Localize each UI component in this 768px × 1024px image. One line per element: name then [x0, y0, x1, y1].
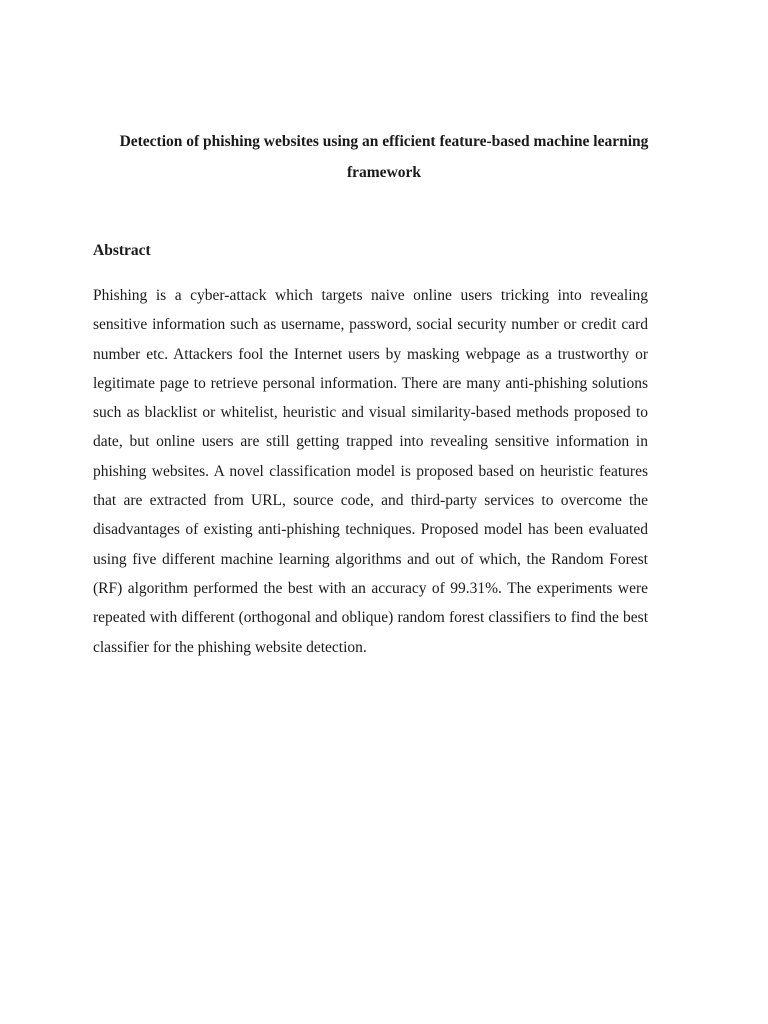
abstract-body: Phishing is a cyber-attack which targets naive online users tricking into revealing sensitive information such as username, password, social security number or credit card number etc. Attackers fool the Internet users by masking webpage as a trustworthy or legitimate page to retrieve personal information. There are many anti-phishing solutions such as blacklist or whitelist, heuristic and visual similarity-based methods proposed to date, but online users are still getting trapped into revealing sensitive information in phishing websites. A novel classification model is proposed based on heuristic features that are extracted from URL, source code, and third-party services to overcome the disadvantages of existing anti-phishing techniques. Proposed model has been evaluated using five different machine learning algorithms and out of which, the Random Forest (RF) algorithm performed the best with an accuracy of 99.31%. The experiments were repeated with different (orthogonal and oblique) random forest classifiers to find the best classifier for the phishing website detection. — [93, 287, 648, 656]
paper-title: Detection of phishing websites using an efficient feature-based machine learning framework — [119, 133, 649, 181]
abstract-heading: Abstract — [93, 242, 151, 259]
